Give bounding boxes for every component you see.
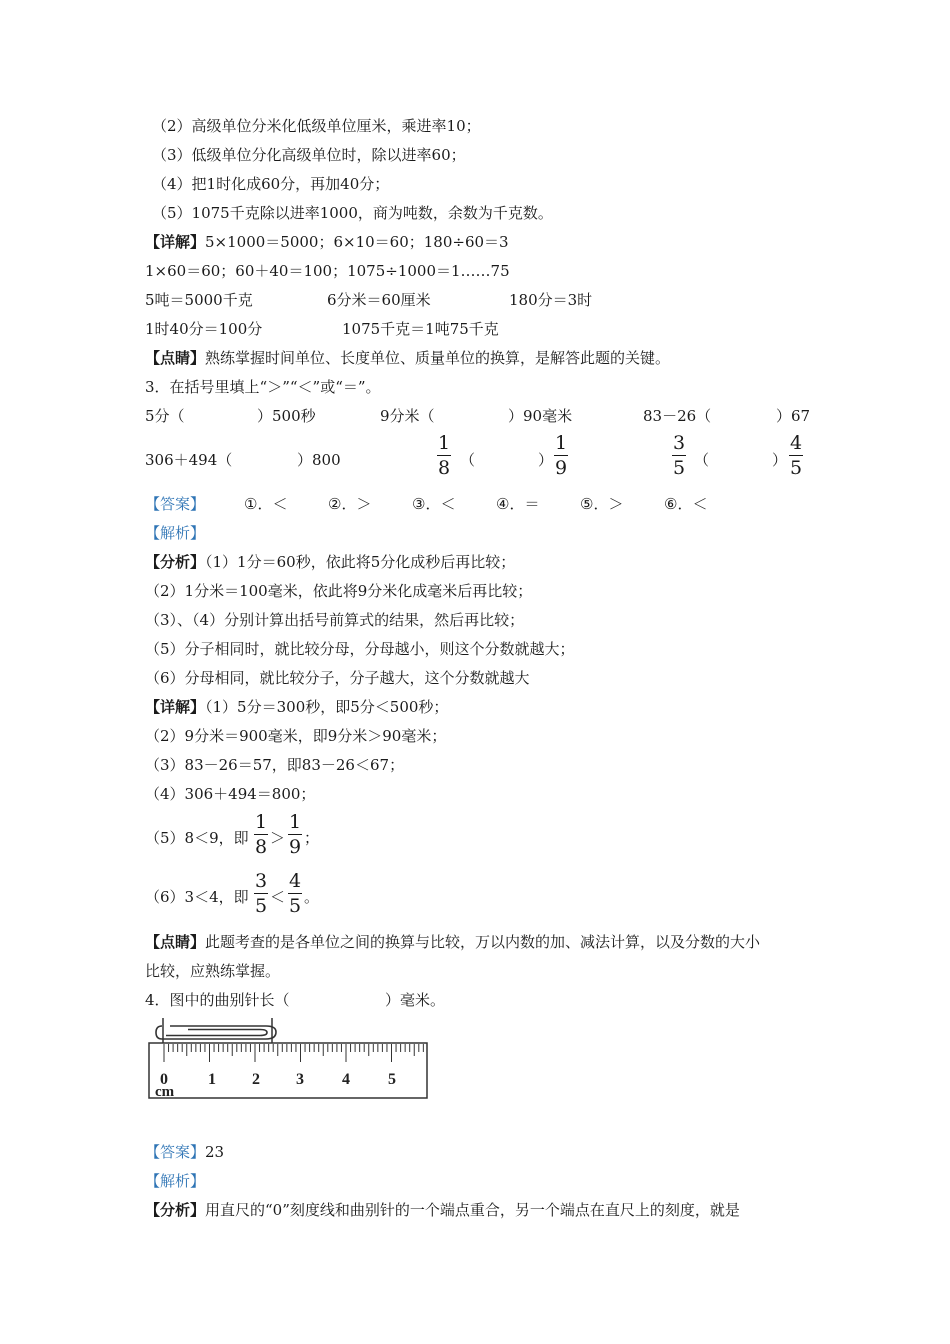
detail-3-line-5-op: ＞	[270, 829, 286, 847]
tip-3-line-2: 比较，应熟练掌握。	[145, 962, 281, 980]
answer-3-item-2: ②．＞	[328, 495, 372, 513]
solution-line-2: （2）高级单位分米化低级单位厘米，乘进率10；	[152, 117, 481, 135]
q3-item3-right: ）67	[776, 407, 811, 425]
analysis-4-line	[145, 1200, 740, 1220]
analysis-4-tag-label: 【分析】	[145, 1201, 206, 1219]
fraction-3-5	[671, 432, 687, 479]
result-1: 5吨＝5000千克	[145, 291, 253, 309]
ruler-label-3: 3	[296, 1071, 304, 1088]
analysis-3-tag: 【解析】	[145, 524, 206, 542]
numerator: 1	[254, 811, 268, 833]
fraction-1-9	[553, 432, 569, 479]
denominator: 5	[254, 895, 268, 917]
paren-open-6: （	[694, 451, 710, 469]
fraction-1-8	[436, 432, 452, 479]
analysis-3-line-4: （5）分子相同时，就比较分母，分母越小，则这个分数就越大；	[145, 640, 575, 658]
q3-item4-left: 306＋494（	[145, 451, 233, 469]
answer-3-item-1: ①．＜	[244, 495, 288, 513]
paren-open-5: （	[460, 451, 476, 469]
q3-item3-left: 83－26（	[643, 407, 712, 425]
paperclip-icon	[156, 1026, 276, 1039]
analysis-3-text-1: （1）1分＝60秒，依此将5分化成秒后再比较；	[205, 553, 516, 571]
detail-3-line-5-suffix: ；	[304, 829, 320, 847]
answer-3-item-5: ⑤．＞	[580, 495, 624, 513]
numerator: 3	[672, 432, 686, 454]
ruler-label-0: 0	[160, 1071, 168, 1088]
fraction-4-5-detail	[287, 870, 303, 917]
answer-3-tag: 【答案】	[145, 495, 206, 513]
denominator: 5	[672, 457, 686, 479]
denominator: 9	[288, 836, 302, 858]
result-5: 1075千克＝1吨75千克	[342, 320, 499, 338]
detail-1-text: 5×1000＝5000；6×10＝60；180÷60＝3	[205, 233, 509, 251]
ruler-body	[149, 1043, 427, 1098]
tip-3-text-1: 此题考查的是各单位之间的换算与比较，万以内数的加、减法计算，以及分数的大小	[205, 933, 761, 951]
result-2: 6分米＝60厘米	[327, 291, 431, 309]
tip-1-tag: 【点睛】	[145, 349, 206, 367]
denominator: 5	[789, 457, 803, 479]
detail-3-line-6-prefix: （6）3＜4，即	[145, 888, 249, 906]
solution-line-5: （5）1075千克除以进率1000，商为吨数，余数为千克数。	[152, 204, 553, 222]
detail-1-line	[145, 232, 509, 252]
analysis-3-line-2: （2）1分米＝100毫米，依此将9分米化成毫米后再比较；	[145, 582, 533, 600]
denominator: 5	[288, 895, 302, 917]
denominator: 8	[254, 836, 268, 858]
ruler-unit: cm	[155, 1084, 175, 1100]
analysis-3-line-5: （6）分母相同，就比较分子，分子越大，这个分数就越大	[145, 669, 530, 687]
ruler-label-1: 1	[208, 1071, 216, 1088]
tip-3-line-1	[145, 932, 760, 952]
detail-1-line-2: 1×60＝60；60＋40＝100；1075÷1000＝1……75	[145, 262, 510, 280]
result-4: 1时40分＝100分	[145, 320, 263, 338]
analysis-3-tag-label: 【分析】	[145, 553, 206, 571]
fraction-1-8-detail	[253, 811, 269, 858]
question-4-title-right: ）毫米。	[385, 991, 446, 1009]
result-3: 180分＝3时	[509, 291, 593, 309]
numerator: 4	[288, 870, 302, 892]
tip-1-line	[145, 348, 670, 368]
fraction-3-5-detail	[253, 870, 269, 917]
denominator: 9	[554, 457, 568, 479]
detail-3-text-1: （1）5分＝300秒，即5分＜500秒；	[205, 698, 449, 716]
q3-item2-left: 9分米（	[380, 407, 435, 425]
analysis-3-line-3: （3）、（4）分别计算出括号前算式的结果，然后再比较；	[145, 611, 525, 629]
denominator: 8	[437, 457, 451, 479]
fraction-1-9-detail	[287, 811, 303, 858]
question-3-title: 3．在括号里填上“＞”“＜”或“＝”。	[145, 378, 381, 396]
answer-4-value: 23	[205, 1143, 225, 1161]
q3-item2-right: ）90毫米	[508, 407, 573, 425]
numerator: 3	[254, 870, 268, 892]
numerator: 1	[288, 811, 302, 833]
detail-3-line-5-prefix: （5）8＜9，即	[145, 829, 249, 847]
question-4-title-left: 4．图中的曲别针长（	[145, 991, 290, 1009]
detail-3-line-2: （2）9分米＝900毫米，即9分米＞90毫米；	[145, 727, 447, 745]
answer-4-line	[145, 1142, 224, 1162]
answer-3-item-4: ④．＝	[496, 495, 540, 513]
detail-3-line-6-op: ＜	[270, 888, 286, 906]
solution-line-3: （3）低级单位分化高级单位时，除以进率60；	[152, 146, 466, 164]
ruler-label-4: 4	[342, 1071, 350, 1088]
tip-3-tag: 【点睛】	[145, 933, 206, 951]
analysis-4-tag: 【解析】	[145, 1172, 206, 1190]
answer-4-tag: 【答案】	[145, 1143, 206, 1161]
paren-close-6: ）	[772, 451, 788, 469]
answer-3-item-6: ⑥．＜	[664, 495, 708, 513]
detail-3-line-6-suffix: 。	[304, 888, 320, 906]
solution-line-4: （4）把1时化成60分，再加40分；	[152, 175, 390, 193]
ruler-figure	[148, 1016, 430, 1100]
answer-3-item-3: ③．＜	[412, 495, 456, 513]
ruler-label-5: 5	[388, 1071, 396, 1088]
paren-close-5: ）	[538, 451, 554, 469]
numerator: 1	[554, 432, 568, 454]
q3-item1-left: 5分（	[145, 407, 185, 425]
q3-item1-right: ）500秒	[257, 407, 316, 425]
detail-3-tag: 【详解】	[145, 698, 206, 716]
numerator: 1	[437, 432, 451, 454]
detail-3-line-4: （4）306＋494＝800；	[145, 785, 316, 803]
detail-3-line-1	[145, 697, 448, 717]
analysis-4-text: 用直尺的“0”刻度线和曲别针的一个端点重合，另一个端点在直尺上的刻度，就是	[205, 1201, 740, 1219]
tip-1-text: 熟练掌握时间单位、长度单位、质量单位的换算，是解答此题的关键。	[205, 349, 671, 367]
detail-1-tag: 【详解】	[145, 233, 206, 251]
numerator: 4	[789, 432, 803, 454]
detail-3-line-3: （3）83－26＝57，即83－26＜67；	[145, 756, 405, 774]
analysis-3-line-1	[145, 552, 515, 572]
fraction-4-5	[788, 432, 804, 479]
q3-item4-right: ）800	[297, 451, 341, 469]
ruler-label-2: 2	[252, 1071, 260, 1088]
